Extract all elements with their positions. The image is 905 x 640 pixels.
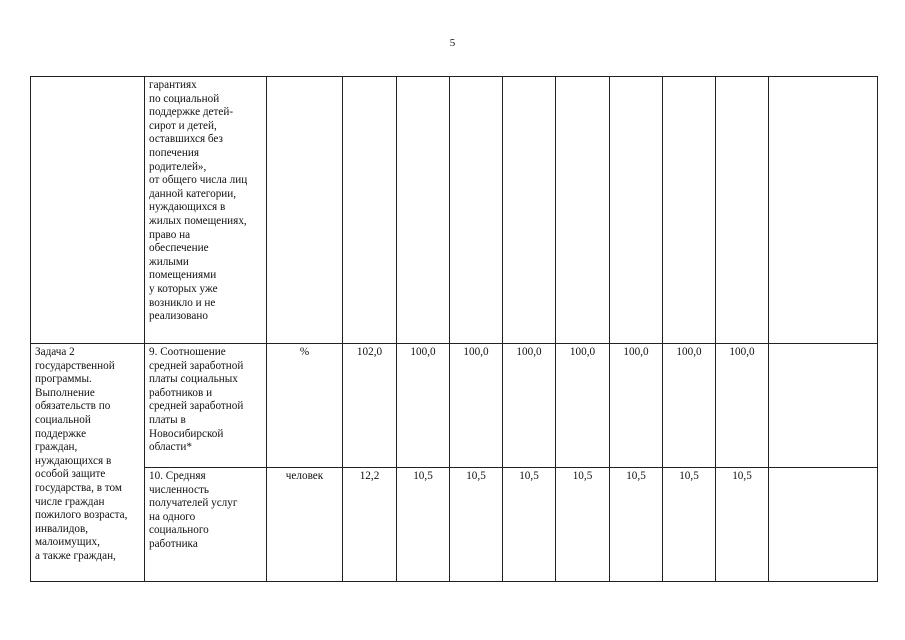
value-cell — [663, 77, 716, 344]
value-cell: 102,0 — [343, 344, 397, 468]
value-cell: 100,0 — [610, 344, 663, 468]
value-cell: 100,0 — [503, 344, 556, 468]
value-cell: 10,5 — [556, 468, 610, 582]
note-cell — [769, 344, 878, 468]
value-cell: 10,5 — [450, 468, 503, 582]
unit-cell: человек — [267, 468, 343, 582]
value-cell — [450, 77, 503, 344]
unit-cell: % — [267, 344, 343, 468]
table-row — [31, 77, 878, 344]
task-cell — [31, 77, 145, 344]
value-cell — [343, 77, 397, 344]
value-cell: 10,5 — [503, 468, 556, 582]
table-row — [31, 468, 878, 582]
value-cell: 10,5 — [397, 468, 450, 582]
value-cell — [716, 77, 769, 344]
value-cell: 100,0 — [716, 344, 769, 468]
value-cell — [610, 77, 663, 344]
note-cell — [769, 468, 878, 582]
value-cell — [556, 77, 610, 344]
value-cell: 10,5 — [610, 468, 663, 582]
indicators-table — [30, 76, 878, 582]
page-number: 5 — [449, 37, 456, 49]
note-cell — [769, 77, 878, 344]
value-cell: 12,2 — [343, 468, 397, 582]
indicator-cell: 9. Соотношение средней заработной платы социальных работников и средней заработной платы в Новосибирской области* — [145, 344, 267, 468]
value-cell: 100,0 — [663, 344, 716, 468]
indicator-cell: 10. Средняя численность получателей услуг на одного социального работника — [145, 468, 267, 582]
unit-cell — [267, 77, 343, 344]
table-row — [31, 344, 878, 468]
indicator-cell: гарантиях по социальной поддержке детей- сирот и детей, оставшихся без попечения родителей», от общего числа лиц данной категории, нуждающихся в жилых помещениях, право на обеспечение жилыми помещениями у которых уже возникло и не реализовано — [145, 77, 267, 344]
value-cell: 100,0 — [397, 344, 450, 468]
value-cell: 100,0 — [450, 344, 503, 468]
value-cell: 100,0 — [556, 344, 610, 468]
value-cell: 10,5 — [663, 468, 716, 582]
value-cell — [503, 77, 556, 344]
value-cell: 10,5 — [716, 468, 769, 582]
value-cell — [397, 77, 450, 344]
task-cell: Задача 2 государственной программы. Выполнение обязательств по социальной поддержке граждан, нуждающихся в особой защите государства, в том числе граждан пожилого возраста, инвалидов, малоимущих, а также граждан, — [31, 344, 145, 582]
